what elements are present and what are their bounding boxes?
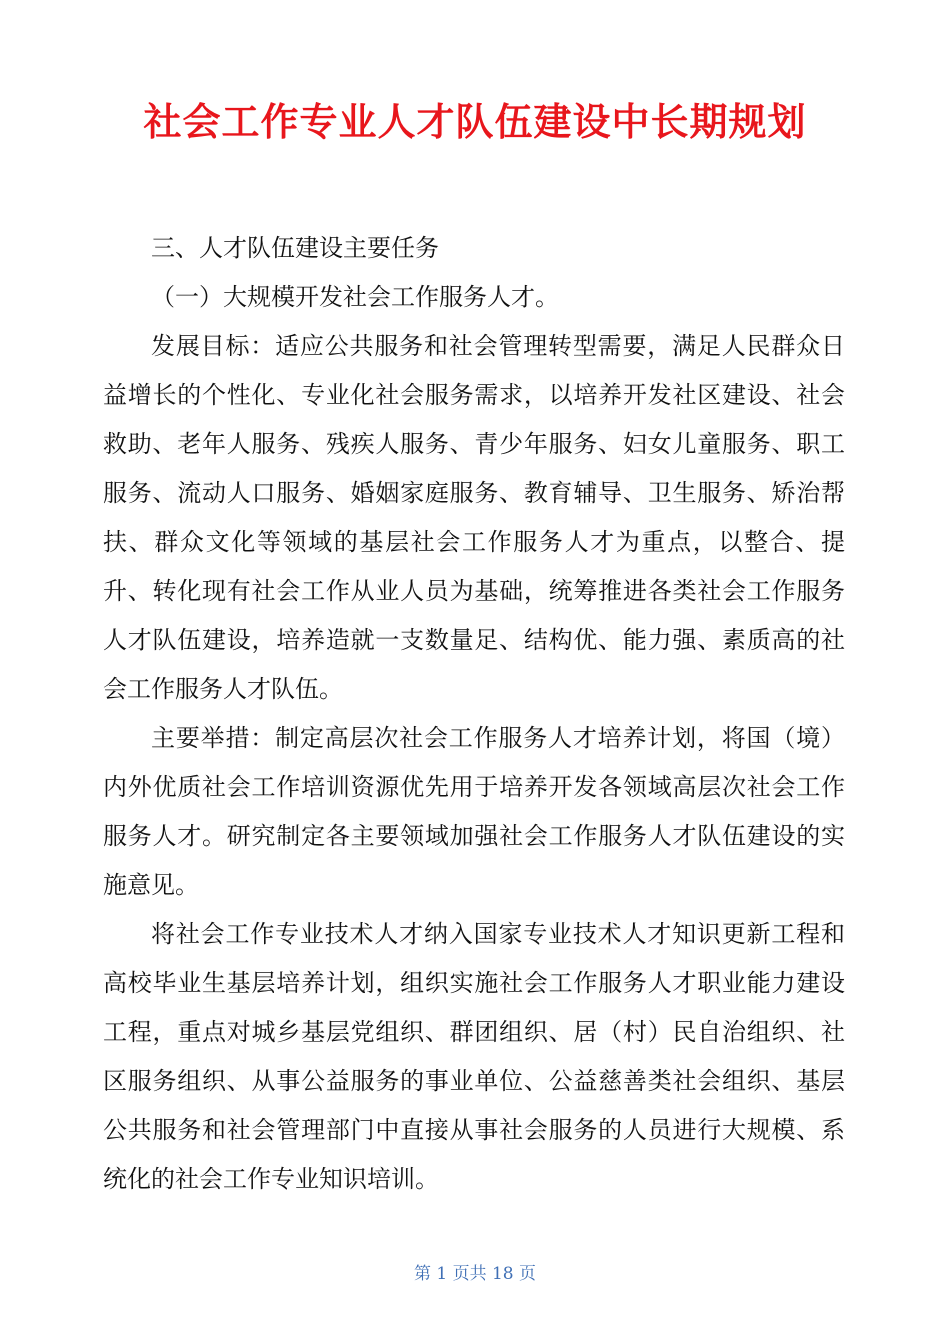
page-number-footer: 第 1 页共 18 页: [413, 1264, 537, 1284]
document-title: 社会工作专业人才队伍建设中长期规划: [143, 100, 807, 144]
body-paragraph-measures: 主要举措：制定高层次社会工作服务人才培养计划，将国（境）内外优质社会工作培训资源优先用于培养开发各领域高层次社会工作服务人才。研究制定各主要领域加强社会工作服务人才队伍建设的实施意见。: [103, 724, 845, 899]
document-body: [103, 224, 845, 1204]
body-paragraph-training: 将社会工作专业技术人才纳入国家专业技术人才知识更新工程和高校毕业生基层培养计划，组织实施社会工作服务人才职业能力建设工程，重点对城乡基层党组织、群团组织、居（村）民自治组织、社区服务组织、从事公益服务的事业单位、公益慈善类社会组织、基层公共服务和社会管理部门中直接从事社会服务的人员进行大规模、系统化的社会工作专业知识培训。: [103, 920, 845, 1193]
subsection-heading: （一）大规模开发社会工作服务人才。: [151, 283, 559, 311]
body-paragraph-goal: 发展目标：适应公共服务和社会管理转型需要，满足人民群众日益增长的个性化、专业化社会服务需求，以培养开发社区建设、社会救助、老年人服务、残疾人服务、青少年服务、妇女儿童服务、职工服务、流动人口服务、婚姻家庭服务、教育辅导、卫生服务、矫治帮扶、群众文化等领域的基层社会工作服务人才为重点，以整合、提升、转化现有社会工作从业人员为基础，统筹推进各类社会工作服务人才队伍建设，培养造就一支数量足、结构优、能力强、素质高的社会工作服务人才队伍。: [103, 332, 845, 703]
section-heading: 三、人才队伍建设主要任务: [151, 234, 439, 262]
